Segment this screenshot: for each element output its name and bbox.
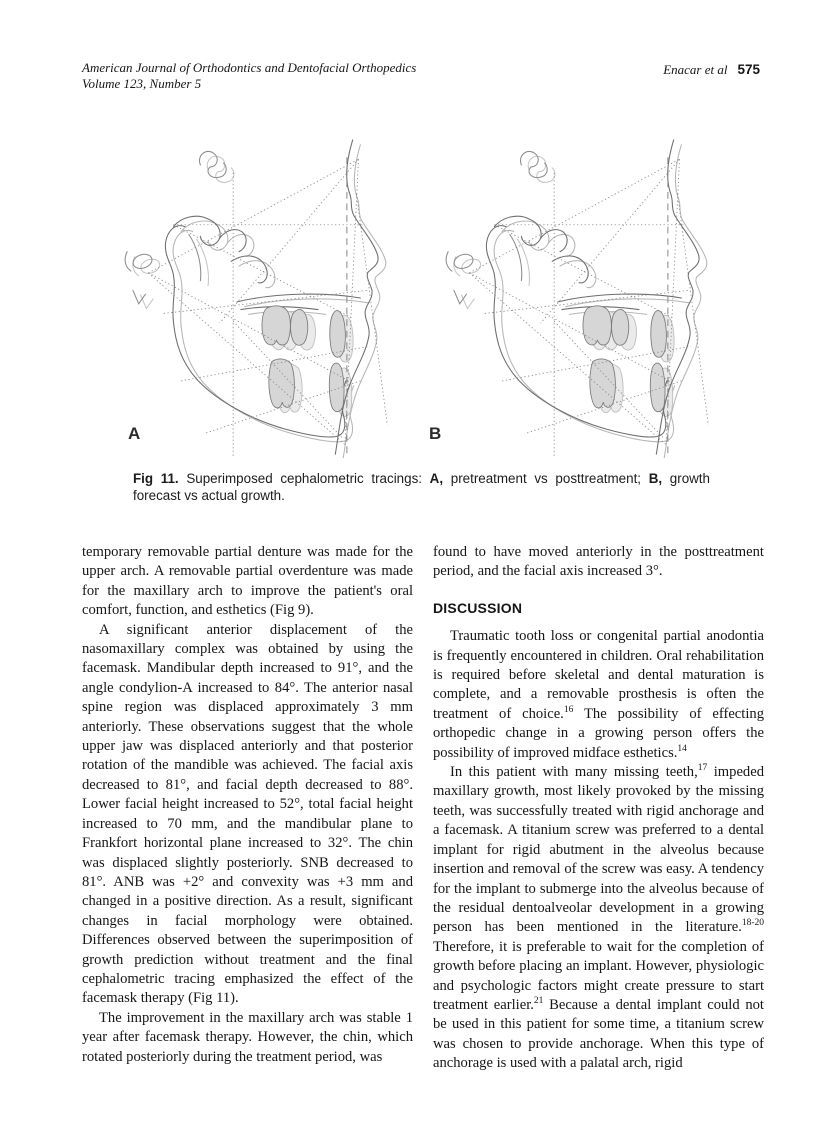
header-authors: Enacar et al <box>663 62 728 77</box>
panel-b-label: B <box>429 424 442 443</box>
journal-title: American Journal of Orthodontics and Dentofacial Orthopedics <box>82 60 417 75</box>
figure-11 <box>0 0 838 470</box>
figure-caption: Fig 11. Superimposed cephalometric tracings: A, pretreatment vs posttreatment; B, growth forecast vs actual growth. <box>133 471 710 503</box>
paragraph: In this patient with many missing teeth,$^{17}$ impeded maxillary growth, most likely provoked by the missing teeth, was successfully treated with rigid anchorage and a facemask. A titanium screw was preferred to a dental implant for rigid abutment in the alveolus because insertion and removal of the screw was easy. A tendency for the implant to submerge into the alveolus because of the residual dentoalveolar development in a growing person has been mentioned in the literature.$^{18-20}$ Therefore, it is preferable to wait for the completion of growth before placing an implant. However, physiologic and psychologic factors might create pressure to start treatment earlier.$^{21}$ Because a dental implant could not be used in this patient for some time, a titanium screw was chosen to provide anchorage. When this type of anchorage is used with a palatal arch, rigid <box>433 763 765 1072</box>
panel-a-label: A <box>128 424 141 443</box>
body-column-right <box>433 543 764 1074</box>
journal-volume: Volume 123, Number 5 <box>82 75 202 91</box>
paragraph: temporary removable partial denture was made for the upper arch. A removable partial overdenture was made for the maxillary arch to improve the patient's oral comfort, function, and esthetics (Fig 9). <box>82 544 413 619</box>
figure-panel-b <box>426 138 744 458</box>
discussion-heading: DISCUSSION <box>433 599 523 616</box>
body-column-left <box>82 543 413 1067</box>
paragraph: A significant anterior displacement of the nasomaxillary complex was obtained by using the facemask. Mandibular depth increased to 91°, and the angle condylion-A increased to 84°. The anterior nasal spine region was displaced approximately 3 mm anteriorly. These observations suggest that the whole upper jaw was displaced anteriorly and that posterior rotation of the mandible was achieved. The facial axis decreased to 81°, and facial depth decreased to 88°. Lower facial height increased to 52°, total facial height increased to 70 mm, and the mandibular plane to Frankfort horizontal plane increased to 32°. The chin was displaced slightly posteriorly. SNB decreased to 81°. ANB was +2° and convexity was +3 mm and changed in a positive direction. As a result, significant changes in facial morphology were obtained. Differences observed between the superimposition of growth prediction without treatment and the final cephalometric tracing emphasized the effect of the facemask therapy (Fig 11). <box>82 621 413 1007</box>
paragraph: Traumatic tooth loss or congenital partial anodontia is frequently encountered in children. Oral rehabilitation is required before skeletal and dental maturation is complete, and a removable prosthesis is often the treatment of choice.$^{16}$ The possibility of effecting orthopedic change in a growing person offers the possibility of improved midface esthetics.$^{14}$ <box>433 628 764 761</box>
paragraph: found to have moved anteriorly in the posttreatment period, and the facial axis increased 3°. <box>433 544 764 580</box>
header-page-number: 575 <box>737 62 760 77</box>
ceph-tracing-a-image <box>113 138 415 458</box>
paragraph: The improvement in the maxillary arch was stable 1 year after facemask therapy. However, the chin, which rotated posteriorly during the treatment period, was <box>82 1009 413 1065</box>
figure-panel-a <box>113 138 415 458</box>
ceph-tracing-b-image <box>426 138 744 458</box>
